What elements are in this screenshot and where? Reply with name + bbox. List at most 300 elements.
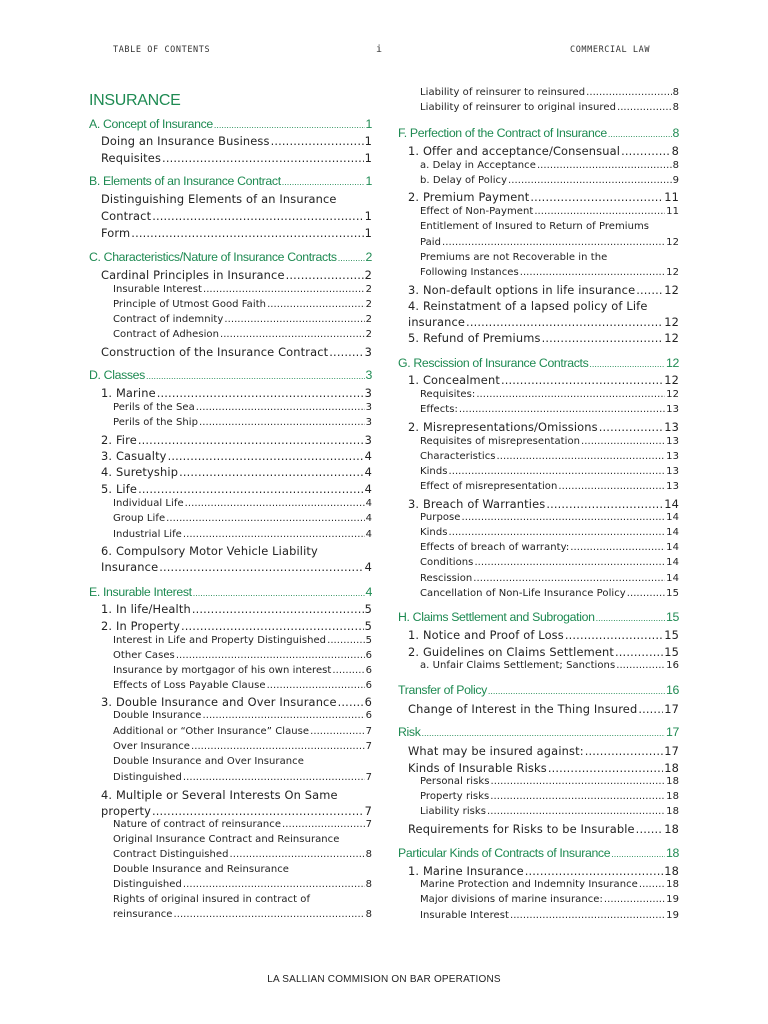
toc-entry-title: 3. Non-default options in life insurance (408, 283, 636, 297)
toc-entry[interactable] (420, 87, 679, 98)
toc-entry[interactable] (101, 560, 372, 574)
toc-page-number: 19 (666, 894, 679, 905)
toc-entry-title: Additional or “Other Insurance” Clause (113, 726, 310, 737)
toc-entry-title: Group Life (113, 513, 166, 524)
toc-page-number: 12 (664, 331, 679, 345)
toc-entry[interactable] (420, 527, 679, 538)
toc-entry[interactable] (408, 645, 679, 659)
toc-page-number: 14 (666, 557, 679, 568)
toc-entry-title: Liability risks (420, 806, 487, 817)
toc-page-number: 4 (364, 560, 372, 574)
toc-entry-title: Doing an Insurance Business (101, 134, 270, 148)
toc-entry-title: 3. Casualty (101, 449, 167, 463)
toc-page-number: 11 (666, 206, 679, 217)
toc-entry-title: 1. Notice and Proof of Loss (408, 628, 564, 642)
toc-section-heading[interactable] (89, 250, 372, 264)
dot-leader (476, 389, 665, 400)
toc-page-number: 12 (664, 373, 679, 387)
toc-page-number: 4 (364, 449, 372, 463)
dot-leader (617, 102, 672, 113)
toc-page-number: 6 (365, 680, 372, 691)
dot-leader (310, 726, 364, 737)
toc-entry[interactable] (113, 284, 372, 295)
toc-page-number: 1 (364, 151, 372, 165)
toc-entry[interactable] (420, 436, 679, 447)
toc-entry-title: What may be insured against: (408, 744, 584, 758)
toc-entry[interactable] (408, 315, 679, 329)
toc-entry-title: Double Insurance (113, 710, 202, 721)
toc-entry-title: Kinds (420, 466, 448, 477)
dot-leader (267, 299, 365, 310)
toc-section-heading[interactable] (89, 585, 372, 599)
toc-page-number: 7 (364, 804, 372, 818)
toc-page-number: 2 (364, 268, 372, 282)
toc-entry[interactable] (420, 894, 679, 905)
dot-leader (220, 329, 365, 340)
toc-entry[interactable] (408, 497, 679, 511)
dot-leader (473, 573, 665, 584)
toc-entry-title: E. Insurable Interest (89, 585, 192, 599)
dot-leader (168, 449, 364, 463)
toc-page-number: 18 (666, 806, 679, 817)
toc-page-number: 5 (364, 602, 372, 616)
toc-page-number: 8 (365, 909, 372, 920)
toc-entry[interactable] (113, 417, 372, 428)
toc-entry[interactable] (101, 433, 372, 447)
toc-entry[interactable] (408, 702, 679, 716)
dot-leader (525, 864, 663, 878)
toc-page-number: 14 (666, 512, 679, 523)
toc-entry-title: b. Delay of Policy (420, 175, 508, 186)
toc-entry-title: Perils of the Ship (113, 417, 199, 428)
dot-leader (422, 725, 666, 739)
toc-section-heading[interactable] (398, 846, 679, 860)
toc-entry[interactable] (101, 619, 372, 633)
dot-leader (332, 665, 364, 676)
dot-leader (282, 819, 365, 830)
toc-entry[interactable] (101, 465, 372, 479)
dot-leader (159, 560, 363, 574)
toc-section-heading[interactable] (89, 368, 372, 382)
toc-entry[interactable] (420, 557, 679, 568)
toc-entry[interactable] (408, 283, 679, 297)
toc-entry[interactable] (113, 879, 372, 890)
toc-page-number: 4 (364, 465, 372, 479)
toc-entry-title: Liability of reinsurer to original insured (420, 102, 616, 113)
toc-entry[interactable] (113, 402, 372, 413)
toc-entry[interactable] (408, 420, 679, 434)
dot-leader (589, 356, 665, 370)
dot-leader (497, 451, 666, 462)
dot-leader (174, 909, 365, 920)
toc-page-number: 6 (365, 710, 372, 721)
toc-entry[interactable] (420, 267, 679, 278)
toc-entry-title: 4. Suretyship (101, 465, 179, 479)
toc-entry-title: 6. Compulsory Motor Vehicle Liability (101, 544, 318, 558)
toc-page-number: 1 (364, 134, 372, 148)
toc-entry[interactable] (101, 268, 372, 282)
toc-entry[interactable] (113, 680, 372, 691)
toc-entry-title: Cancellation of Non-Life Insurance Policy (420, 588, 626, 599)
toc-entry[interactable] (101, 134, 372, 148)
toc-entry[interactable] (420, 466, 679, 477)
dot-leader (639, 879, 665, 890)
toc-entry-title: Distinguished (113, 772, 182, 783)
toc-entry[interactable] (113, 756, 372, 767)
dot-leader (586, 87, 671, 98)
toc-entry[interactable] (420, 252, 679, 263)
dot-leader (152, 209, 363, 223)
section-title: INSURANCE (89, 92, 181, 109)
toc-entry-title: a. Delay in Acceptance (420, 160, 536, 171)
dot-leader (196, 402, 365, 413)
toc-entry[interactable] (101, 386, 372, 400)
toc-page-number: 14 (664, 497, 679, 511)
toc-entry[interactable] (101, 192, 372, 206)
toc-entry[interactable] (420, 206, 679, 217)
toc-entry[interactable] (408, 144, 679, 158)
dot-leader (599, 420, 663, 434)
toc-page-number: 15 (666, 588, 679, 599)
toc-page-number: 7 (365, 819, 372, 830)
dot-leader (558, 481, 665, 492)
toc-entry-title: 3. Breach of Warranties (408, 497, 546, 511)
toc-page-number: 8 (672, 126, 679, 140)
toc-entry-title: Double Insurance and Over Insurance (113, 756, 304, 767)
toc-entry[interactable] (113, 726, 372, 737)
dot-leader (604, 894, 665, 905)
toc-page-number: 18 (664, 761, 679, 775)
toc-entry-title: F. Perfection of the Contract of Insurance (398, 126, 607, 140)
toc-page-number: 3 (365, 417, 372, 428)
dot-leader (616, 660, 665, 671)
page-footer: LA SALLIAN COMMISION ON BAR OPERATIONS (267, 974, 501, 985)
toc-entry-title: Change of Interest in the Thing Insured (408, 702, 638, 716)
dot-leader (611, 846, 665, 860)
toc-entry[interactable] (420, 451, 679, 462)
toc-page-number: 4 (364, 482, 372, 496)
toc-entry-title: Nature of contract of reinsurance (113, 819, 282, 830)
toc-entry[interactable] (113, 864, 372, 875)
toc-entry[interactable] (101, 804, 372, 818)
toc-page-number: 8 (672, 102, 679, 113)
toc-entry-title: insurance (408, 315, 466, 329)
dot-leader (179, 465, 364, 479)
dot-leader (131, 226, 363, 240)
toc-page-number: 4 (365, 529, 372, 540)
toc-entry[interactable] (113, 909, 372, 920)
toc-section-heading[interactable] (398, 683, 679, 697)
toc-page-number: 11 (664, 190, 679, 204)
toc-entry[interactable] (420, 481, 679, 492)
toc-page-number: 2 (365, 329, 372, 340)
toc-entry[interactable] (101, 788, 372, 802)
toc-page-number: 1 (365, 174, 372, 188)
toc-page-number: 13 (666, 436, 679, 447)
toc-entry[interactable] (101, 209, 372, 223)
toc-entry-title: C. Characteristics/Nature of Insurance Contracts (89, 250, 337, 264)
toc-entry[interactable] (113, 314, 372, 325)
toc-page-number: 7 (365, 772, 372, 783)
toc-entry-title: Insurable Interest (113, 284, 202, 295)
toc-entry[interactable] (420, 102, 679, 113)
toc-page-number: 4 (365, 585, 372, 599)
dot-leader (224, 314, 364, 325)
toc-entry-title: Transfer of Policy (398, 683, 487, 697)
toc-entry-title: Kinds of Insurable Risks (408, 761, 547, 775)
dot-leader (193, 585, 365, 599)
toc-entry[interactable] (420, 791, 679, 802)
toc-entry-title: 1. Offer and acceptance/Consensual (408, 144, 621, 158)
toc-page-number: 16 (666, 660, 679, 671)
toc-entry-title: 1. Concealment (408, 373, 500, 387)
toc-entry[interactable] (113, 894, 372, 905)
toc-entry[interactable] (408, 864, 679, 878)
toc-page-number: 12 (666, 237, 679, 248)
toc-page-number: 4 (365, 498, 372, 509)
toc-entry-title: B. Elements of an Insurance Contract (89, 174, 281, 188)
toc-entry[interactable] (420, 660, 679, 671)
toc-page-number: 19 (666, 910, 679, 921)
toc-entry-title: D. Classes (89, 368, 145, 382)
toc-entry-title: 1. Marine Insurance (408, 864, 524, 878)
dot-leader (138, 482, 364, 496)
toc-page-number: 15 (664, 628, 679, 642)
dot-leader (146, 368, 365, 382)
toc-entry[interactable] (420, 160, 679, 171)
toc-entry-title: Contract (101, 209, 152, 223)
toc-entry-title: 5. Life (101, 482, 138, 496)
toc-entry[interactable] (408, 299, 679, 313)
toc-entry[interactable] (101, 695, 372, 709)
toc-entry-title: a. Unfair Claims Settlement; Sanctions (420, 660, 616, 671)
toc-page-number: 6 (365, 650, 372, 661)
dot-leader (329, 345, 363, 359)
dot-leader (474, 557, 665, 568)
toc-page-number: 1 (364, 226, 372, 240)
toc-page-number: 12 (664, 283, 679, 297)
toc-entry[interactable] (420, 221, 679, 232)
toc-entry-title: H. Claims Settlement and Subrogation (398, 610, 595, 624)
toc-page-number: 18 (664, 864, 679, 878)
toc-entry-title: A. Concept of Insurance (89, 117, 213, 131)
toc-page-number: 17 (664, 744, 679, 758)
dot-leader (214, 117, 365, 131)
toc-entry-title: Risk (398, 725, 421, 739)
dot-leader (152, 804, 364, 818)
toc-page-number: 13 (666, 466, 679, 477)
toc-entry[interactable] (420, 512, 679, 523)
toc-entry-title: Following Instances (420, 267, 519, 278)
dot-leader (461, 512, 665, 523)
toc-entry-title: Perils of the Sea (113, 402, 195, 413)
toc-entry[interactable] (420, 389, 679, 400)
dot-leader (267, 680, 365, 691)
toc-entry-title: Effects of Loss Payable Clause (113, 680, 266, 691)
toc-entry[interactable] (113, 849, 372, 860)
dot-leader (202, 710, 364, 721)
toc-entry-title: Effect of Non-Payment (420, 206, 534, 217)
toc-entry[interactable] (101, 482, 372, 496)
toc-entry-title: G. Rescission of Insurance Contracts (398, 356, 589, 370)
toc-entry-title: Purpose (420, 512, 461, 523)
dot-leader (636, 283, 663, 297)
toc-entry[interactable] (420, 910, 679, 921)
toc-entry[interactable] (113, 665, 372, 676)
toc-section-heading[interactable] (89, 117, 372, 131)
toc-entry[interactable] (420, 404, 679, 415)
dot-leader (192, 602, 364, 616)
dot-leader (608, 126, 672, 140)
toc-entry-title: Requisites: (420, 389, 476, 400)
toc-entry-title: reinsurance (113, 909, 173, 920)
toc-entry[interactable] (113, 650, 372, 661)
toc-entry[interactable] (420, 542, 679, 553)
toc-entry-title: Conditions (420, 557, 474, 568)
toc-page-number: 8 (365, 879, 372, 890)
toc-page-number: 16 (666, 683, 679, 697)
toc-entry[interactable] (408, 331, 679, 345)
toc-page-number: 12 (666, 389, 679, 400)
dot-leader (338, 695, 364, 709)
toc-entry[interactable] (113, 710, 372, 721)
toc-entry[interactable] (420, 573, 679, 584)
toc-entry-title: 4. Reinstatment of a lapsed policy of Life (408, 299, 648, 313)
toc-section-heading[interactable] (398, 725, 679, 739)
toc-entry[interactable] (113, 741, 372, 752)
toc-entry[interactable] (420, 175, 679, 186)
toc-entry-title: Rescission (420, 573, 473, 584)
toc-entry[interactable] (420, 879, 679, 890)
toc-entry[interactable] (113, 635, 372, 646)
dot-leader (183, 529, 365, 540)
toc-page-number: 12 (666, 356, 679, 370)
dot-leader (570, 542, 665, 553)
toc-entry-title: Kinds (420, 527, 448, 538)
toc-entry-title: Contract Distinguished (113, 849, 229, 860)
toc-page-number: 8 (672, 160, 679, 171)
toc-entry-title: Cardinal Principles in Insurance (101, 268, 285, 282)
toc-entry[interactable] (113, 819, 372, 830)
toc-entry-title: 3. Double Insurance and Over Insurance (101, 695, 337, 709)
toc-entry[interactable] (101, 544, 372, 558)
dot-leader (466, 315, 663, 329)
toc-entry[interactable] (420, 776, 679, 787)
toc-entry[interactable] (101, 602, 372, 616)
toc-entry[interactable] (113, 772, 372, 783)
toc-page-number: 18 (666, 791, 679, 802)
toc-entry[interactable] (101, 449, 372, 463)
toc-entry[interactable] (101, 151, 372, 165)
toc-entry[interactable] (408, 373, 679, 387)
toc-entry[interactable] (408, 822, 679, 836)
toc-page-number: 5 (364, 619, 372, 633)
toc-page-number: 12 (664, 315, 679, 329)
toc-entry-title: Effects of breach of warranty: (420, 542, 570, 553)
toc-page-number: 18 (666, 776, 679, 787)
toc-page-number: 8 (365, 849, 372, 860)
toc-page-number: 1 (365, 117, 372, 131)
dot-leader (621, 144, 671, 158)
toc-entry[interactable] (420, 588, 679, 599)
dot-leader (508, 175, 672, 186)
toc-entry[interactable] (420, 806, 679, 817)
dot-leader (596, 610, 665, 624)
toc-section-heading[interactable] (398, 126, 679, 140)
dot-leader (565, 628, 663, 642)
dot-leader (166, 513, 364, 524)
dot-leader (157, 386, 364, 400)
toc-entry[interactable] (101, 226, 372, 240)
toc-entry[interactable] (408, 761, 679, 775)
toc-entry-title: Requisites of misrepresentation (420, 436, 581, 447)
toc-entry[interactable] (113, 299, 372, 310)
toc-section-heading[interactable] (89, 174, 372, 188)
toc-section-heading[interactable] (398, 356, 679, 370)
toc-page-number: 2 (365, 314, 372, 325)
toc-entry-title: Insurance (101, 560, 159, 574)
toc-entry-title: Personal risks (420, 776, 490, 787)
toc-page-number: 3 (365, 402, 372, 413)
toc-page-number: 14 (666, 527, 679, 538)
toc-page-number: 3 (364, 433, 372, 447)
toc-entry-title: Requisites (101, 151, 162, 165)
toc-entry-title: 1. Marine (101, 386, 156, 400)
toc-section-heading[interactable] (398, 610, 679, 624)
toc-entry[interactable] (113, 513, 372, 524)
toc-entry-title: Insurable Interest (420, 910, 509, 921)
toc-page-number: 7 (365, 726, 372, 737)
toc-entry[interactable] (408, 190, 679, 204)
dot-leader (191, 741, 365, 752)
dot-leader (548, 761, 663, 775)
toc-page-number: 15 (664, 645, 679, 659)
toc-entry[interactable] (101, 345, 372, 359)
toc-page-number: 17 (666, 725, 679, 739)
dot-leader (487, 806, 665, 817)
dot-leader (282, 174, 365, 188)
toc-entry-title: 1. In life/Health (101, 602, 191, 616)
dot-leader (203, 284, 365, 295)
toc-entry[interactable] (420, 237, 679, 248)
toc-entry[interactable] (113, 529, 372, 540)
toc-page-number: 2 (365, 250, 372, 264)
running-header-left: TABLE OF CONTENTS (113, 45, 211, 55)
toc-entry-title: Major divisions of marine insurance: (420, 894, 603, 905)
toc-entry[interactable] (113, 834, 372, 845)
toc-page-number: 17 (664, 702, 679, 716)
toc-entry-title: 5. Refund of Premiums (408, 331, 541, 345)
toc-entry[interactable] (408, 628, 679, 642)
toc-page-number: 13 (666, 404, 679, 415)
dot-leader (585, 744, 664, 758)
toc-entry-title: Over Insurance (113, 741, 190, 752)
toc-entry-title: property (101, 804, 151, 818)
toc-page-number: 13 (666, 451, 679, 462)
toc-page-number: 18 (666, 879, 679, 890)
toc-entry-title: 2. Premium Payment (408, 190, 530, 204)
toc-entry[interactable] (408, 744, 679, 758)
toc-entry-title: Other Cases (113, 650, 175, 661)
dot-leader (638, 702, 663, 716)
toc-page-number: 3 (365, 368, 372, 382)
toc-entry[interactable] (113, 329, 372, 340)
toc-entry[interactable] (113, 498, 372, 509)
toc-entry-title: Contract of indemnity (113, 314, 224, 325)
toc-entry-title: Characteristics (420, 451, 496, 462)
toc-entry-title: Insurance by mortgagor of his own interest (113, 665, 332, 676)
toc-page-number: 2 (365, 284, 372, 295)
